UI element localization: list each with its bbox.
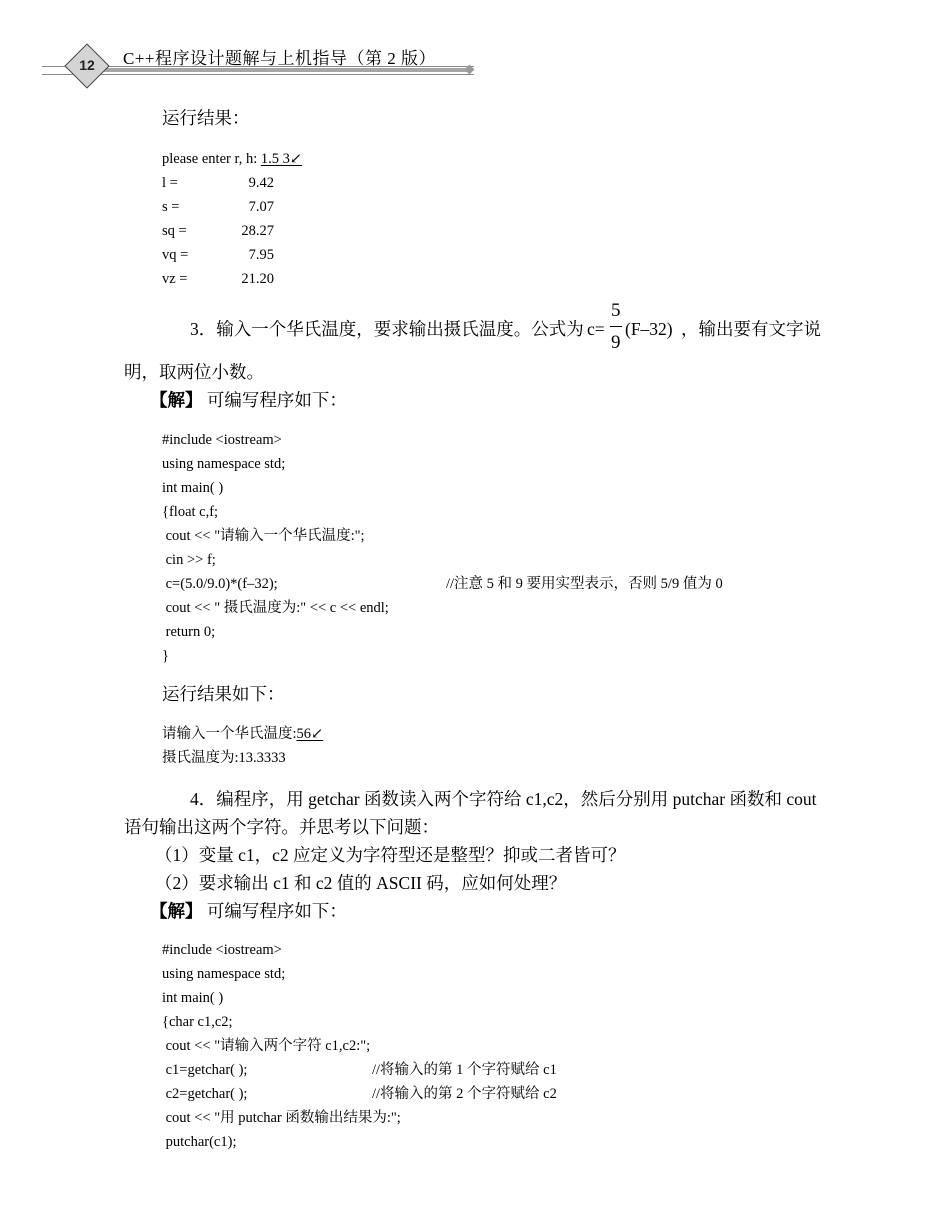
run-prompt-label: 请输入一个华氏温度: [162, 726, 297, 742]
code-line: int main( ) [162, 480, 224, 496]
q3-run-output: 摄氏温度为:13.3333 [162, 750, 286, 766]
formula-rhs: (F–32) [625, 319, 673, 339]
code-line: using namespace std; [162, 456, 286, 472]
run1-row-label: vz = [162, 271, 188, 287]
solution-tag: 【解】 [150, 901, 203, 921]
q3-run-prompt [162, 727, 323, 742]
code-line: cout << "用 putchar 函数输出结果为:"; [162, 1110, 401, 1126]
formula-fraction-bar [610, 326, 622, 327]
solution-tag: 【解】 [150, 390, 203, 410]
q3-statement-line1-end: ，输出要有文字说 [681, 319, 821, 339]
code-line: cout << "请输入两个字符 c1,c2:"; [162, 1038, 371, 1054]
code-line: cout << " 摄氏温度为:" << c << endl; [162, 600, 389, 616]
run1-row-label: l = [162, 175, 178, 191]
run1-heading: 运行结果： [162, 108, 250, 128]
run1-row-value: 28.27 [241, 223, 274, 239]
q3-run-heading: 运行结果如下： [162, 684, 285, 704]
running-header-title: C++程序设计题解与上机指导（第 2 版） [123, 49, 437, 68]
q3-statement-line1: 3．输入一个华氏温度，要求输出摄氏温度。公式为 [190, 319, 584, 339]
run1-row-value: 7.07 [248, 199, 274, 215]
code-comment: //将输入的第 1 个字符赋给 c1 [372, 1062, 557, 1078]
formula-lhs: c= [587, 319, 605, 339]
code-line: {char c1,c2; [162, 1014, 233, 1030]
q4-statement-line2: 语句输出这两个字符。并思考以下问题： [124, 817, 439, 837]
q4-question-1: （1）变量 c1，c2 应定义为字符型还是整型？抑或二者皆可？ [155, 845, 626, 865]
run1-prompt [162, 152, 302, 167]
code-line: c2=getchar( ); [162, 1086, 248, 1102]
code-line: cout << "请输入一个华氏温度:"; [162, 528, 365, 544]
code-line: c=(5.0/9.0)*(f–32); [162, 576, 278, 592]
code-line: int main( ) [162, 990, 224, 1006]
run1-row-value: 7.95 [248, 247, 274, 263]
code-line: } [162, 648, 169, 664]
code-line: return 0; [162, 624, 216, 640]
run1-row-value: 21.20 [241, 271, 274, 287]
q4-solution [150, 903, 347, 921]
run1-row-value: 9.42 [248, 175, 274, 191]
code-comment: //注意 5 和 9 要用实型表示，否则 5/9 值为 0 [446, 576, 723, 592]
code-line: #include <iostream> [162, 432, 282, 448]
code-comment: //将输入的第 2 个字符赋给 c2 [372, 1086, 557, 1102]
run1-prompt-input: 1.5 3↙ [260, 151, 303, 167]
run1-prompt-label: please enter r, h: [162, 151, 261, 167]
code-line: using namespace std; [162, 966, 286, 982]
solution-text: 可编写程序如下： [202, 390, 347, 410]
q3-statement-line2: 明，取两位小数。 [124, 362, 264, 382]
run1-row-label: s = [162, 199, 180, 215]
code-line: {float c,f; [162, 504, 219, 520]
formula-denominator: 9 [611, 332, 621, 353]
q4-question-2: （2）要求输出 c1 和 c2 值的 ASCII 码，应如何处理？ [155, 873, 567, 893]
run1-row-label: sq = [162, 223, 187, 239]
code-line: putchar(c1); [162, 1134, 237, 1150]
run1-row-label: vq = [162, 247, 189, 263]
run-prompt-input: 56↙ [296, 726, 324, 742]
code-line: cin >> f; [162, 552, 216, 568]
code-line: c1=getchar( ); [162, 1062, 248, 1078]
page-number: 12 [79, 57, 95, 73]
formula-numerator: 5 [611, 300, 621, 321]
q3-solution [150, 392, 347, 410]
solution-text: 可编写程序如下： [202, 901, 347, 921]
code-line: #include <iostream> [162, 942, 282, 958]
header-rule-bottom [42, 74, 474, 75]
q4-statement-line1: 4．编程序，用 getchar 函数读入两个字符给 c1,c2，然后分别用 putchar 函数和 cout [190, 789, 817, 809]
